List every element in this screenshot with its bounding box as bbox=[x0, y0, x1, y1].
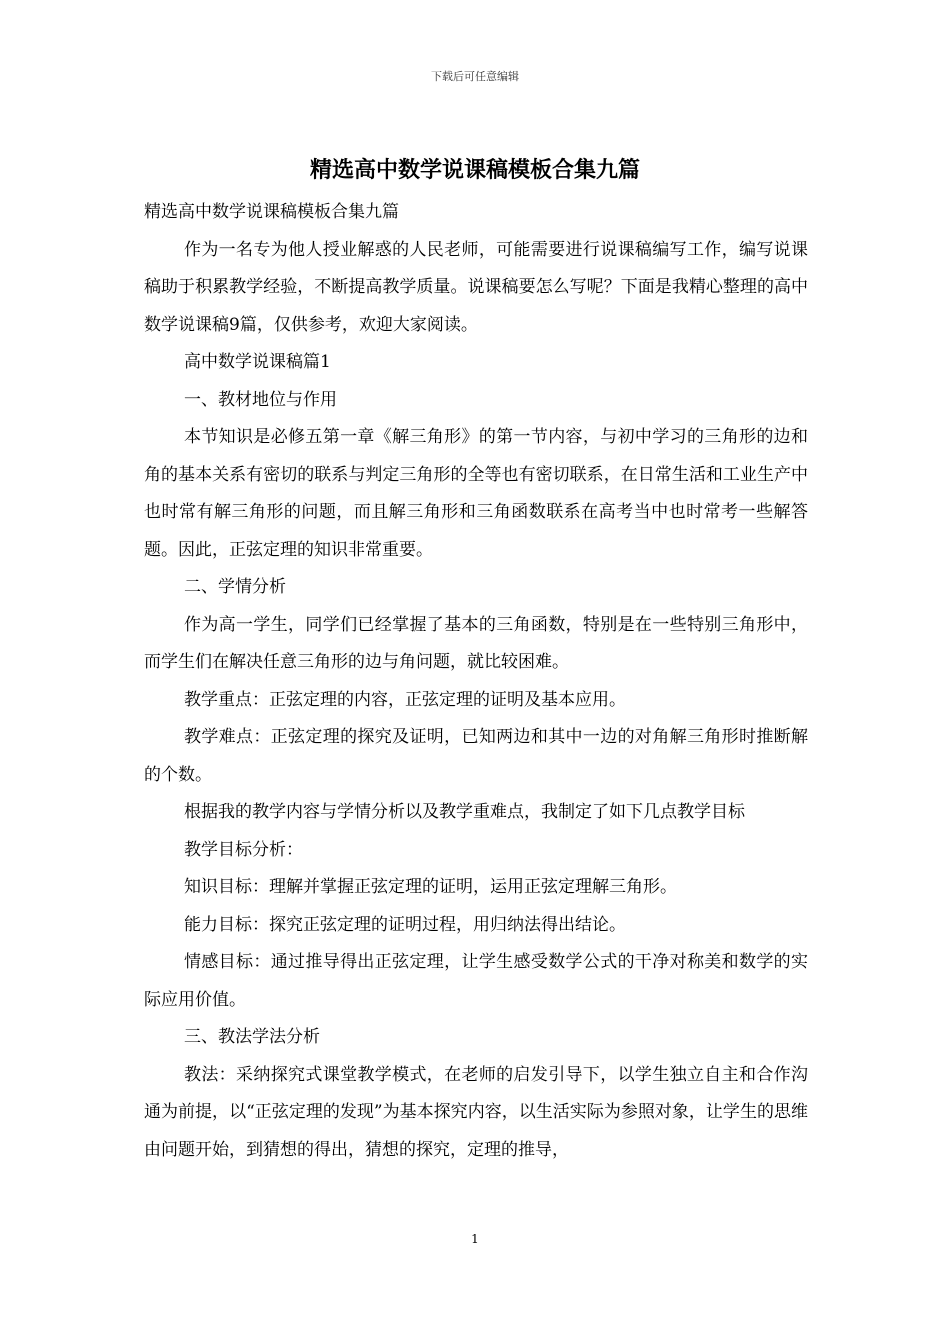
body-paragraph: 教学重点：正弦定理的内容，正弦定理的证明及基本应用。 bbox=[184, 689, 626, 710]
body-paragraph: 本节知识是必修五第一章《解三角形》的第一节内容，与初中学习的三角形的边和角的基本关系有密切的联系与判定三角形的全等也有密切联系，在日常生活和工业生产中也时常有解三角形的问题，而且解三角形和三角函数联系在高考当中也时常考一些解答题。因此，正弦定理的知识非常重要。 bbox=[144, 427, 808, 560]
page-header-note: 下载后可任意编辑 bbox=[431, 70, 519, 83]
body-paragraph: 根据我的教学内容与学情分析以及教学重难点，我制定了如下几点教学目标 bbox=[184, 802, 745, 822]
document-title: 精选高中数学说课稿模板合集九篇 bbox=[309, 157, 640, 183]
section-heading: 二、学情分析 bbox=[184, 577, 286, 597]
body-paragraph: 作为高一学生，同学们已经掌握了基本的三角函数，特别是在一些特别三角形中，而学生们在解决任意三角形的边与角问题，就比较困难。 bbox=[144, 614, 808, 672]
body-paragraph: 知识目标：理解并掌握正弦定理的证明，运用正弦定理解三角形。 bbox=[184, 877, 677, 897]
section-heading: 一、教材地位与作用 bbox=[184, 389, 337, 410]
body-paragraph: 教法：采纳探究式课堂教学模式，在老师的启发引导下，以学生独立自主和合作沟通为前提，以“正弦定理的发现”为基本探究内容，以生活实际为参照对象，让学生的思维由问题开始，到猜想的得出，猜想的探究，定理的推导， bbox=[144, 1064, 808, 1160]
body-paragraph: 能力目标：探究正弦定理的证明过程，用归纳法得出结论。 bbox=[184, 914, 626, 935]
section-heading: 三、教法学法分析 bbox=[184, 1027, 320, 1047]
body-paragraph: 情感目标：通过推导得出正弦定理，让学生感受数学公式的干净对称美和数学的实际应用价值。 bbox=[144, 952, 808, 1010]
subtitle-paragraph: 精选高中数学说课稿模板合集九篇 bbox=[144, 202, 399, 222]
document-body bbox=[144, 194, 808, 1169]
body-paragraph: 教学难点：正弦定理的探究及证明，已知两边和其中一边的对角解三角形时推断解的个数。 bbox=[144, 727, 808, 785]
intro-paragraph: 作为一名专为他人授业解惑的人民老师，可能需要进行说课稿编写工作，编写说课稿助于积累教学经验，不断提高教学质量。说课稿要怎么写呢？下面是我精心整理的高中数学说课稿9篇，仅供参考，欢迎大家阅读。 bbox=[144, 239, 808, 335]
section-heading: 高中数学说课稿篇1 bbox=[184, 352, 331, 372]
page-number: 1 bbox=[471, 1232, 479, 1246]
section-heading: 教学目标分析： bbox=[184, 839, 303, 860]
